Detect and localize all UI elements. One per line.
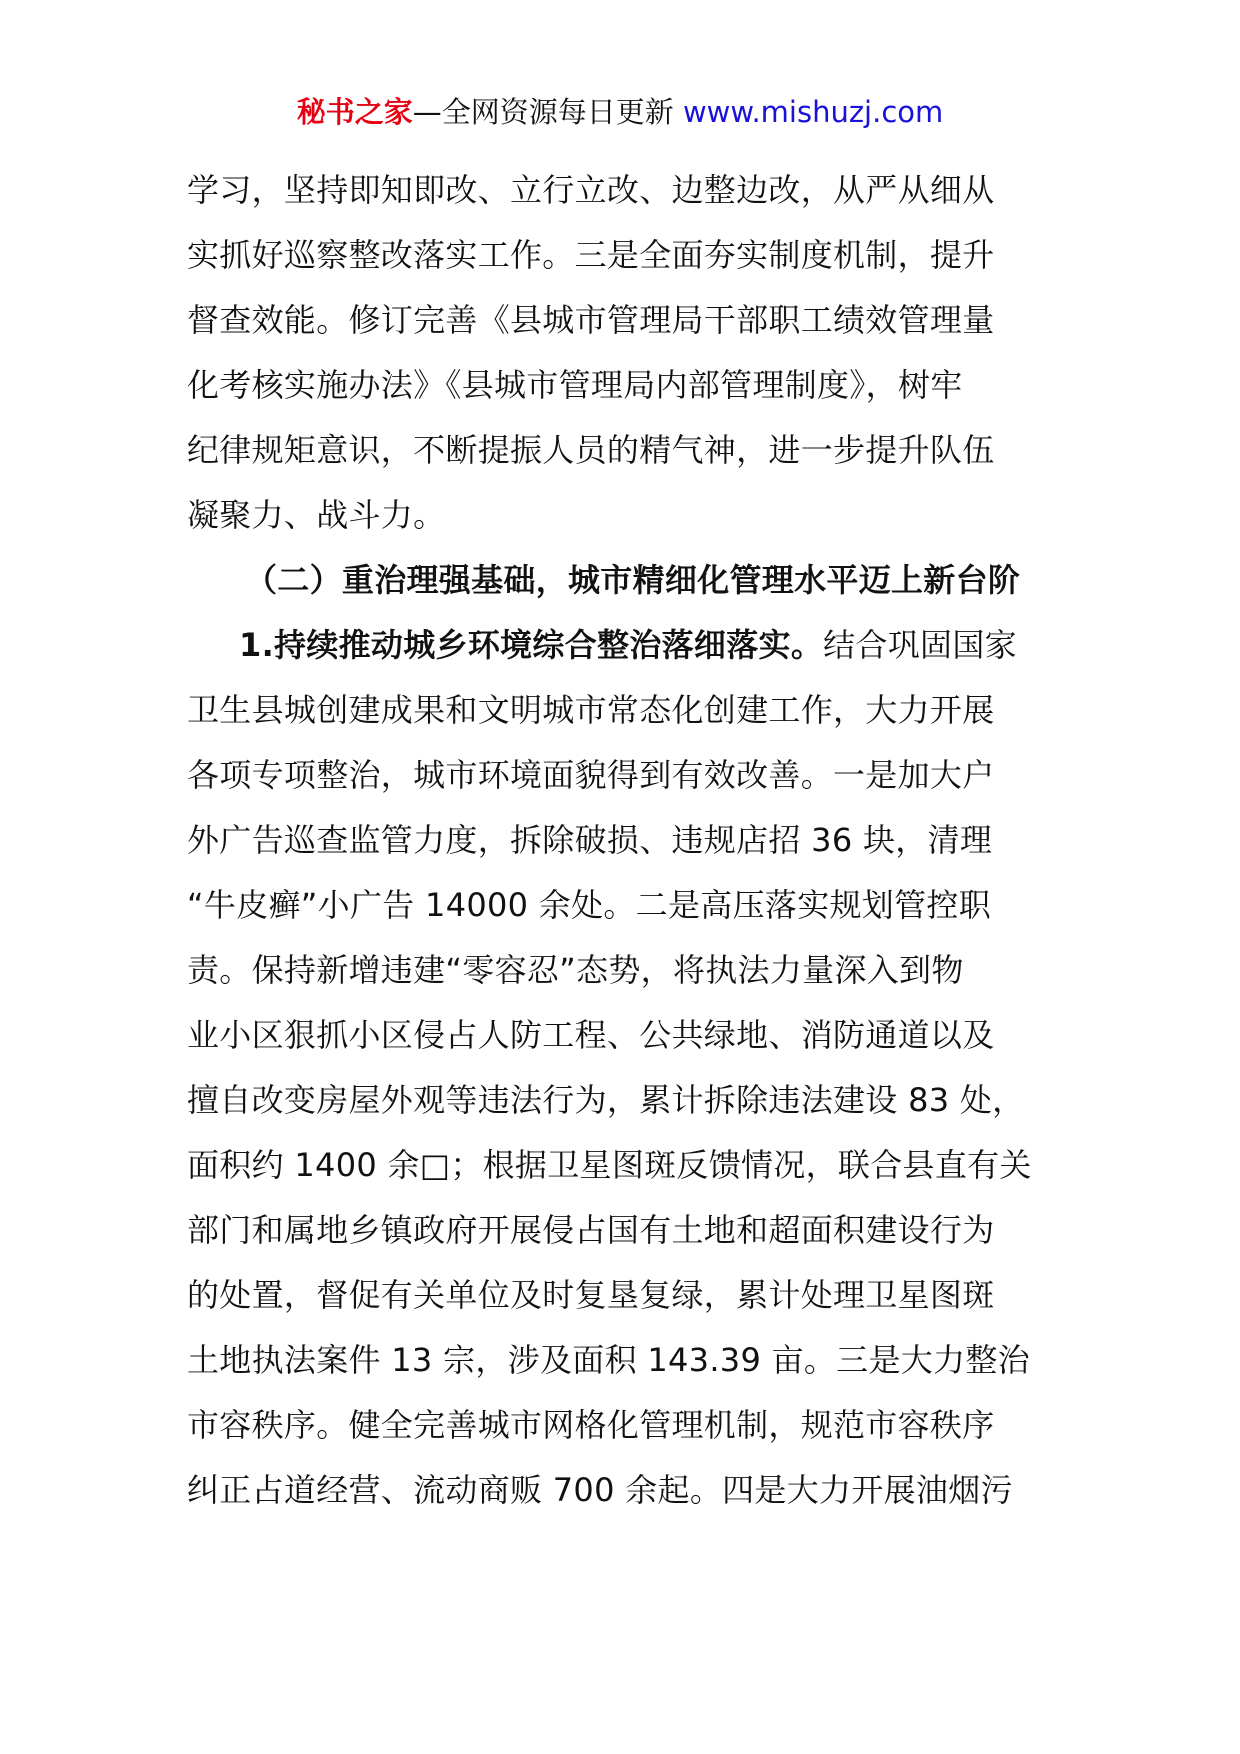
document-body: [187, 158, 1057, 1523]
site-url-link[interactable]: www.mishuzj.com: [682, 95, 944, 129]
text-line: 市容秩序。健全完善城市网格化管理机制，规范市容秩序: [187, 1406, 995, 1444]
text-line: “牛皮癣”小广告 14000 余处。二是高压落实规划管控职: [187, 886, 991, 924]
text-line: 纪律规矩意识，不断提振人员的精气神，进一步提升队伍: [187, 431, 995, 469]
text-line: 实抓好巡察整改落实工作。三是全面夯实制度机制，提升: [187, 236, 995, 274]
item-first-line-text: 结合巩固国家: [823, 626, 1017, 664]
text-line: 督查效能。修订完善《县城市管理局干部职工绩效管理量: [187, 301, 995, 339]
text-line: 面积约 1400 余□；根据卫星图斑反馈情况，联合县直有关: [187, 1146, 1032, 1184]
site-brand: 秘书之家: [296, 95, 413, 129]
site-header: [0, 92, 1240, 132]
text-line: 责。保持新增违建“零容忍”态势，将执法力量深入到物: [187, 951, 964, 989]
item-first-line: [187, 613, 1057, 678]
text-line: 凝聚力、战斗力。: [187, 496, 446, 534]
section-heading: （二）重治理强基础，城市精细化管理水平迈上新台阶: [245, 561, 1021, 599]
text-line: 各项专项整治，城市环境面貌得到有效改善。一是加大户: [187, 756, 995, 794]
text-line: 化考核实施办法》《县城市管理局内部管理制度》，树牢: [187, 366, 963, 404]
text-line: 外广告巡查监管力度，拆除破损、违规店招 36 块，清理: [187, 821, 993, 859]
text-line: 部门和属地乡镇政府开展侵占国有土地和超面积建设行为: [187, 1211, 995, 1249]
text-line: 纠正占道经营、流动商贩 700 余起。四是大力开展油烟污: [187, 1471, 1013, 1509]
text-line: 擅自改变房屋外观等违法行为，累计拆除违法建设 83 处，: [187, 1081, 1025, 1119]
text-line: 卫生县城创建成果和文明城市常态化创建工作，大力开展: [187, 691, 995, 729]
text-line: 的处置，督促有关单位及时复垦复绿，累计处理卫星图斑: [187, 1276, 995, 1314]
text-line: 学习，坚持即知即改、立行立改、边整边改，从严从细从: [187, 171, 995, 209]
text-line: 土地执法案件 13 宗，涉及面积 143.39 亩。三是大力整治: [187, 1341, 1030, 1379]
item-title: 1.持续推动城乡环境综合整治落细落实。: [239, 626, 824, 664]
site-slogan: —全网资源每日更新: [412, 95, 683, 129]
text-line: 业小区狠抓小区侵占人防工程、公共绿地、消防通道以及: [187, 1016, 995, 1054]
